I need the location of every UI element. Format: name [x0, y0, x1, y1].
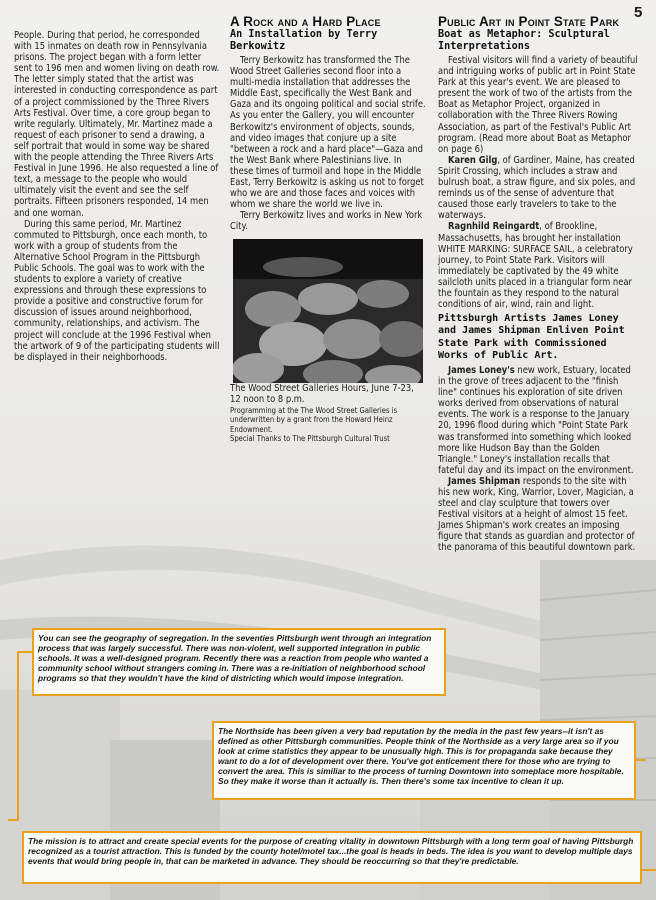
paragraph: Festival visitors will find a variety of beautiful and intriguing works of public art in Point State Park at this year's event. We are pleased to present the work of two of the artists from the Boat as Metaphor Project, organized in collaboration with the Three Rivers Rowing Association, as part of the Festival's Public Art program. (Read more about Boat as Metaphor on page 6): [438, 55, 638, 155]
paragraph: [438, 221, 638, 310]
paragraph: [438, 365, 638, 476]
section-heading: Pittsburgh Artists James Loney and James Shipman Enliven Point State Park with Commissioned Works of Public Art.: [438, 313, 625, 361]
paragraph: [438, 476, 638, 554]
artist-name: Karen Gilg: [448, 154, 498, 166]
public-art-article: [438, 14, 638, 554]
paragraph: Terry Berkowitz lives and works in New York City.: [230, 210, 423, 233]
article-title: A Rock and a Hard Place: [230, 14, 381, 29]
paragraph: People. During that period, he corresponded with 15 inmates on death row in Pennsylvania prisons. The project began with a form letter sent to 196 men and women living on death row. The letter simply stated that the artist was interested in conducting correspondence as part of a project commissioned by the Three Rivers Arts Festival. Over time, a core group began to write regularly. Ultimately, Mr. Martinez made a request of each prisoner to send a drawing, a self portrait that would in some way be shared with the people attending the Three Rivers Arts Festival in June 1996. He also requested a line of text, a message to the people who would ultimately visit the event and see the self portraits. Fifteen prisoners responded, 14 men and one woman.: [14, 30, 220, 219]
funding-note: Programming at the The Wood Street Galleries is underwritten by a grant from the Howard Heinz Endowment.: [230, 405, 398, 434]
article-subtitle: An Installation by Terry Berkowitz: [230, 29, 378, 52]
paragraph-text: new work, Estuary, located in the grove of trees adjacent to the "finish line" continues his exploration of site driven works derived from observations of natural events. The work is a response to the January 20, 1996 flood during which "Point State Park was transformed into something which looked more like Hudson Bay than the Golden Triangle." Loney's installation recalls that fateful day and its impact on the environment.: [438, 364, 634, 476]
artist-name: James Loney's: [448, 364, 515, 376]
paragraph: [438, 155, 638, 222]
paragraph-text: responds to the site with his new work, King, Warrior, Lover, Magician, a steel and clay sculpture that towers over Festival visitors at a height of almost 15 feet. James Shipman's work creates an imposing figure that stands as guardian and protector of the panorama of this beautiful downtown park.: [438, 475, 636, 554]
artist-name: James Shipman: [448, 475, 521, 487]
article-title: Public Art in Point State Park: [438, 14, 620, 29]
quote-box-mission: The mission is to attract and create special events for the purpose of creating vitality in downtown Pittsburgh with a long term goal of having Pittsburgh recognized as a tourist attraction. This is funded by the county hotel/motel tax...the goal is heads in beds. The idea is you want to develop multiple days events that would bring people in, that can be marketed in advance. They should be reoccurring so that they're predictable.: [22, 831, 642, 884]
paragraph: Terry Berkowitz has transformed the The Wood Street Galleries second floor into a multi-media installation that addresses the Middle East, specifically the West Bank and Gaza and its ongoing political and social strife. As you enter the Gallery, you will encounter Berkowitz's environment of objects, sounds, and video images that conjure up a site "between a rock and a hard place"—Gaza and the West Bank where Palestinians live. In these times of turmoil and hope in the Middle East, Terry Berkowitz is asking us not to forget who we are and those faces and voices with whom we share the world we live in.: [230, 55, 426, 211]
article-subtitle: Boat as Metaphor: Sculptural Interpretations: [438, 29, 610, 52]
gallery-hours-caption: The Wood Street Galleries Hours, June 7-23, 12 noon to 8 p.m.: [230, 382, 414, 406]
thanks-note: Special Thanks to The Pittsburgh Cultural Trust: [230, 433, 390, 443]
article-continuation-column: [14, 30, 220, 363]
installation-photo: [233, 239, 423, 383]
rock-hard-place-article: [230, 14, 426, 443]
paragraph: During this same period, Mr. Martinez commuted to Pittsburgh, once each month, to work with a group of students from the Alternative School Program in the Pittsburgh Public Schools. The goal was to work with the students to explore a variety of creative expressions and through these expressions to provide a positive and constructive forum for discussion of issues around neighborhood, community, relationships, and activism. The project will conclude at the 1996 Festival when the artwork of 9 of the participating students will be displayed in their neighborhoods.: [14, 218, 220, 363]
quote-box-northside: The Northside has been given a very bad reputation by the media in the past few years--it isn't as defined as other Pittsburgh communities. People think of the Northside as a very large area so if you look at crime statistics they appear to be unusually high. This is for propaganda sake because they want to do a lot of development over there. You've got enticement there for those who are trying to convert the area. This is similiar to the process of turning Downtown into someplace more hospitable. So they make it worse than it actually is. Then there's some tax incentive to clean it up.: [212, 721, 636, 800]
paragraph-text: , of Brookline, Massachusetts, has brought her installation WHITE MARKING: SURFACE SAIL, a celebratory journey, to Point State Park. Visitors will immediately be captivated by the 49 white sailcloth units placed in a triangular form near the fountain as they respond to the natural conditions of air, wind, rain and light.: [438, 221, 633, 311]
artist-name: Ragnhild Reingardt: [448, 221, 540, 233]
quote-box-segregation: You can see the geography of segregation. In the seventies Pittsburgh went through an integration process that was largely successful. There was non-violent, well supported integration in public schools. It was a well-designed program. Recently there was a reaction from people who wanted a community school without strangers coming in. There was a re-initiation of neighborhood school programs so that they wouldn't have the kind of districting which would impose integration.: [32, 628, 446, 696]
paragraph-text: , of Gardiner, Maine, has created Spirit Crossing, which includes a straw and bulrush boat, a straw figure, and six poles, and reminds us of the sense of adventure that caused those early travelers to take to the waterways.: [438, 154, 636, 222]
page-number: 5: [634, 4, 643, 21]
